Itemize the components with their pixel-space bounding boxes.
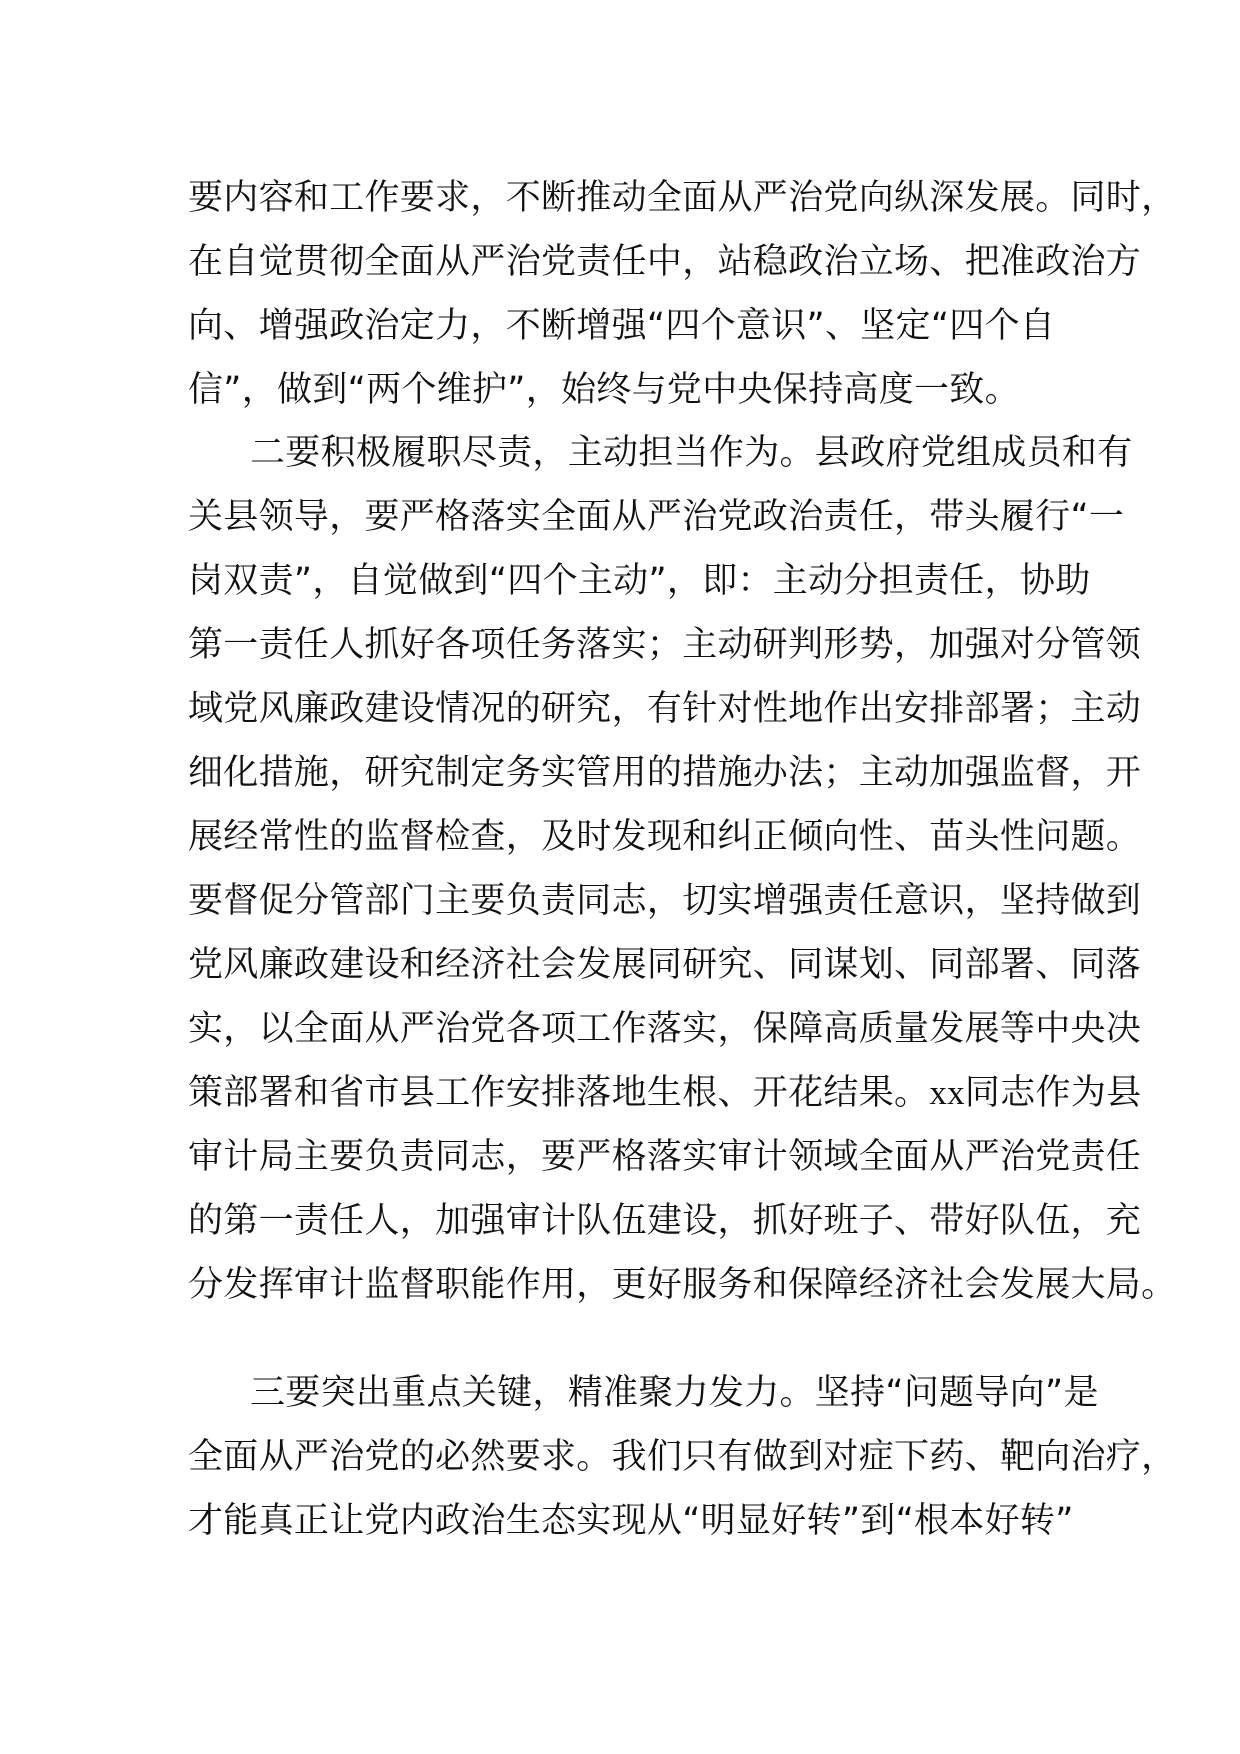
paragraph-1 <box>188 166 1177 422</box>
paragraph-line: 岗双责”，自觉做到“四个主动”，即：主动分担责任，协助 <box>188 561 1091 601</box>
paragraph-line: 三要突出重点关键，精准聚力发力。坚持“问题导向”是 <box>250 1373 1099 1413</box>
paragraph-line: 信”，做到“两个维护”，始终与党中央保持高度一致。 <box>188 370 1020 410</box>
paragraph-line: 要内容和工作要求，不断推动全面从严治党向纵深发展。同时， <box>188 178 1177 218</box>
paragraph-line: 审计局主要负责同志，要严格落实审计领域全面从严治党责任 <box>188 1137 1142 1177</box>
paragraph-2 <box>188 421 1177 1317</box>
paragraph-line: 展经常性的监督检查，及时发现和纠正倾向性、苗头性问题。 <box>188 817 1142 857</box>
paragraph-line: 全面从严治党的必然要求。我们只有做到对症下药、靶向治疗， <box>188 1437 1177 1477</box>
paragraph-line: 向、增强政治定力，不断增强“四个意识”、坚定“四个自 <box>188 306 1056 346</box>
paragraph-line: 在自觉贯彻全面从严治党责任中，站稳政治立场、把准政治方 <box>188 242 1142 282</box>
paragraph-line: 才能真正让党内政治生态实现从“明显好转”到“根本好转” <box>188 1501 1074 1541</box>
name-placeholder: xx <box>929 1073 965 1112</box>
paragraph-line: 关县领导，要严格落实全面从严治党政治责任，带头履行“一 <box>188 497 1125 537</box>
paragraph-line: 要督促分管部门主要负责同志，切实增强责任意识，坚持做到 <box>188 881 1142 921</box>
paragraph-line: 实，以全面从严治党各项工作落实，保障高质量发展等中央决 <box>188 1009 1142 1049</box>
paragraph-line-mixed <box>188 1061 1142 1125</box>
paragraph-line: 域党风廉政建设情况的研究，有针对性地作出安排部署；主动 <box>188 689 1142 729</box>
paragraph-line: 的第一责任人，加强审计队伍建设，抓好班子、带好队伍，充 <box>188 1201 1142 1241</box>
paragraph-line: 党风廉政建设和经济社会发展同研究、同谋划、同部署、同落 <box>188 945 1142 985</box>
paragraph-line: 细化措施，研究制定务实管用的措施办法；主动加强监督，开 <box>188 753 1142 793</box>
line-text: 策部署和省市县工作安排落地生根、开花结果。 <box>188 1073 930 1113</box>
line-text: 同志作为县 <box>964 1073 1142 1113</box>
paragraph-line: 分发挥审计监督职能作用，更好服务和保障经济社会发展大局。 <box>188 1265 1177 1305</box>
paragraph-line: 第一责任人抓好各项任务落实；主动研判形势，加强对分管领 <box>188 625 1142 665</box>
paragraph-3 <box>188 1361 1177 1553</box>
paragraph-line: 二要积极履职尽责，主动担当作为。县政府党组成员和有 <box>250 433 1133 473</box>
